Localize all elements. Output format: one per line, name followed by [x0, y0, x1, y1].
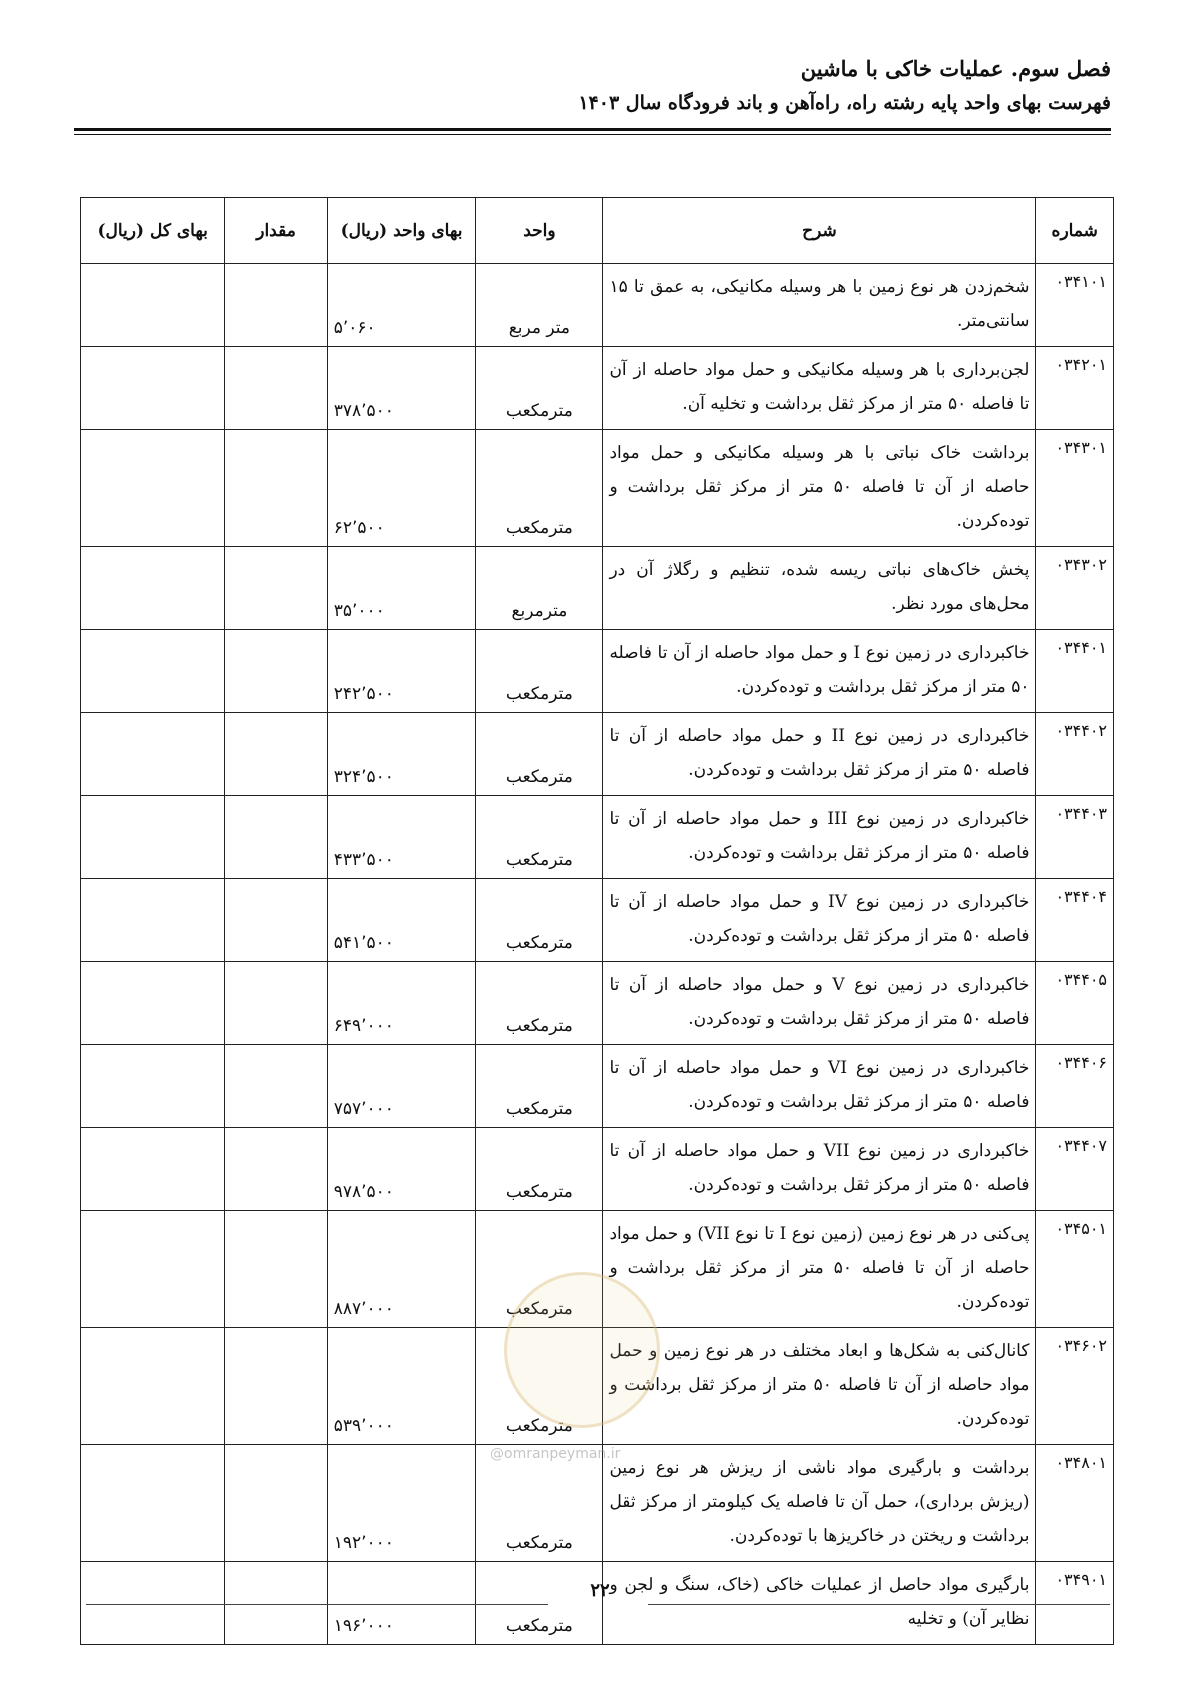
column-header-description: شرح	[603, 198, 1036, 264]
item-code: ۰۳۴۳۰۱	[1036, 430, 1114, 547]
item-unit-price: ۱۹۲٬۰۰۰	[327, 1445, 476, 1562]
page-header	[74, 52, 1111, 120]
item-code: ۰۳۴۴۰۲	[1036, 713, 1114, 796]
item-description: خاکبرداری در زمین نوع VII و حمل مواد حاصله از آن تا فاصله ۵۰ متر از مرکز ثقل برداشت و توده‌کردن.	[603, 1128, 1036, 1211]
item-code: ۰۳۴۴۰۷	[1036, 1128, 1114, 1211]
item-description: شخم‌زدن هر نوع زمین با هر وسیله مکانیکی، به عمق تا ۱۵ سانتی‌متر.	[603, 264, 1036, 347]
item-unit-price: ۳۲۴٬۵۰۰	[327, 713, 476, 796]
item-quantity	[225, 547, 327, 630]
item-total-price	[81, 264, 225, 347]
page-number: ۲۲	[590, 1580, 610, 1601]
footer-rule-right	[648, 1604, 1110, 1605]
column-header-code: شماره	[1036, 198, 1114, 264]
table-row	[81, 630, 1114, 713]
item-total-price	[81, 1045, 225, 1128]
item-unit: مترمکعب	[476, 1445, 603, 1562]
item-unit: متر مربع	[476, 264, 603, 347]
item-unit-price: ۹۷۸٬۵۰۰	[327, 1128, 476, 1211]
item-quantity	[225, 962, 327, 1045]
item-code: ۰۳۴۴۰۵	[1036, 962, 1114, 1045]
item-quantity	[225, 347, 327, 430]
item-quantity	[225, 713, 327, 796]
item-unit: مترمکعب	[476, 879, 603, 962]
column-header-unit: واحد	[476, 198, 603, 264]
table-row	[81, 430, 1114, 547]
table-row	[81, 347, 1114, 430]
item-total-price	[81, 713, 225, 796]
item-description: برداشت خاک نباتی با هر وسیله مکانیکی و حمل مواد حاصله از آن تا فاصله ۵۰ متر از مرکز ثقل برداشت و توده‌کردن.	[603, 430, 1036, 547]
item-unit-price: ۷۵۷٬۰۰۰	[327, 1045, 476, 1128]
item-quantity	[225, 1128, 327, 1211]
column-header-total-price: بهای کل (ریال)	[81, 198, 225, 264]
item-code: ۰۳۴۶۰۲	[1036, 1328, 1114, 1445]
table-header-row	[81, 198, 1114, 264]
item-unit: مترمکعب	[476, 1045, 603, 1128]
item-quantity	[225, 630, 327, 713]
item-total-price	[81, 1328, 225, 1445]
item-unit-price: ۳۵٬۰۰۰	[327, 547, 476, 630]
item-code: ۰۳۴۳۰۲	[1036, 547, 1114, 630]
item-unit-price: ۵۳۹٬۰۰۰	[327, 1328, 476, 1445]
item-total-price	[81, 547, 225, 630]
item-unit-price: ۵٬۰۶۰	[327, 264, 476, 347]
item-total-price	[81, 879, 225, 962]
item-unit: مترمکعب	[476, 630, 603, 713]
item-unit: مترمکعب	[476, 796, 603, 879]
item-description: پی‌کنی در هر نوع زمین (زمین نوع I تا نوع VII) و حمل مواد حاصله از آن تا فاصله ۵۰ متر از مرکز ثقل برداشت و توده‌کردن.	[603, 1211, 1036, 1328]
item-quantity	[225, 264, 327, 347]
table-row	[81, 1045, 1114, 1128]
item-description: کانال‌کنی به شکل‌ها و ابعاد مختلف در هر نوع زمین و حمل مواد حاصله از آن تا فاصله ۵۰ متر از مرکز ثقل برداشت و توده‌کردن.	[603, 1328, 1036, 1445]
item-quantity	[225, 1445, 327, 1562]
item-unit-price: ۴۳۳٬۵۰۰	[327, 796, 476, 879]
table-row	[81, 264, 1114, 347]
item-description: برداشت و بارگیری مواد ناشی از ریزش هر نوع زمین (ریزش برداری)، حمل آن تا فاصله یک کیلومتر از مرکز ثقل برداشت و ریختن در خاکریزها با توده‌کردن.	[603, 1445, 1036, 1562]
item-total-price	[81, 630, 225, 713]
chapter-title: فصل سوم. عملیات خاکی با ماشین	[800, 56, 1111, 81]
item-quantity	[225, 1211, 327, 1328]
item-total-price	[81, 1445, 225, 1562]
item-total-price	[81, 430, 225, 547]
item-code: ۰۳۴۵۰۱	[1036, 1211, 1114, 1328]
header-rule-thick	[74, 128, 1111, 131]
item-quantity	[225, 1045, 327, 1128]
item-description: خاکبرداری در زمین نوع II و حمل مواد حاصله از آن تا فاصله ۵۰ متر از مرکز ثقل برداشت و توده‌کردن.	[603, 713, 1036, 796]
item-unit-price: ۲۴۲٬۵۰۰	[327, 630, 476, 713]
item-code: ۰۳۴۹۰۱	[1036, 1562, 1114, 1645]
watermark-text: @omranpeyman.ir	[490, 1446, 621, 1462]
item-description: خاکبرداری در زمین نوع I و حمل مواد حاصله از آن تا فاصله ۵۰ متر از مرکز ثقل برداشت و توده‌کردن.	[603, 630, 1036, 713]
item-unit-price: ۶۴۹٬۰۰۰	[327, 962, 476, 1045]
item-code: ۰۳۴۸۰۱	[1036, 1445, 1114, 1562]
item-total-price	[81, 962, 225, 1045]
item-unit: مترمربع	[476, 547, 603, 630]
item-unit: مترمکعب	[476, 962, 603, 1045]
item-code: ۰۳۴۴۰۴	[1036, 879, 1114, 962]
item-unit: مترمکعب	[476, 1211, 603, 1328]
item-unit-price: ۱۹۶٬۰۰۰	[327, 1562, 476, 1645]
item-description: پخش خاک‌های نباتی ریسه شده، تنظیم و رگلاژ آن در محل‌های مورد نظر.	[603, 547, 1036, 630]
column-header-unit-price: بهای واحد (ریال)	[327, 198, 476, 264]
item-code: ۰۳۴۴۰۳	[1036, 796, 1114, 879]
item-unit: مترمکعب	[476, 713, 603, 796]
table-row	[81, 962, 1114, 1045]
item-quantity	[225, 1328, 327, 1445]
item-code: ۰۳۴۴۰۱	[1036, 630, 1114, 713]
footer-rule-left	[86, 1604, 548, 1605]
item-unit: مترمکعب	[476, 1328, 603, 1445]
item-quantity	[225, 1562, 327, 1645]
item-unit-price: ۸۸۷٬۰۰۰	[327, 1211, 476, 1328]
item-unit-price: ۳۷۸٬۵۰۰	[327, 347, 476, 430]
item-unit: مترمکعب	[476, 1128, 603, 1211]
item-total-price	[81, 796, 225, 879]
table-row	[81, 879, 1114, 962]
item-description: خاکبرداری در زمین نوع IV و حمل مواد حاصله از آن تا فاصله ۵۰ متر از مرکز ثقل برداشت و توده‌کردن.	[603, 879, 1036, 962]
item-quantity	[225, 879, 327, 962]
table-row	[81, 1128, 1114, 1211]
item-total-price	[81, 1562, 225, 1645]
watermark-seal-icon	[504, 1272, 660, 1428]
document-subtitle: فهرست بهای واحد پایه رشته راه، راه‌آهن و باند فرودگاه سال ۱۴۰۳	[578, 92, 1111, 114]
item-description: بارگیری مواد حاصل از عملیات خاکی (خاک، سنگ و لجن و نظایر آن) و تخلیه	[603, 1562, 1036, 1645]
item-description: خاکبرداری در زمین نوع III و حمل مواد حاصله از آن تا فاصله ۵۰ متر از مرکز ثقل برداشت و توده‌کردن.	[603, 796, 1036, 879]
item-total-price	[81, 347, 225, 430]
item-code: ۰۳۴۱۰۱	[1036, 264, 1114, 347]
item-description: خاکبرداری در زمین نوع VI و حمل مواد حاصله از آن تا فاصله ۵۰ متر از مرکز ثقل برداشت و توده‌کردن.	[603, 1045, 1036, 1128]
table-row	[81, 796, 1114, 879]
item-unit: مترمکعب	[476, 430, 603, 547]
item-code: ۰۳۴۲۰۱	[1036, 347, 1114, 430]
table-row	[81, 713, 1114, 796]
item-total-price	[81, 1211, 225, 1328]
header-rule-thin	[74, 134, 1111, 135]
item-unit: مترمکعب	[476, 1562, 603, 1645]
table-row	[81, 547, 1114, 630]
item-code: ۰۳۴۴۰۶	[1036, 1045, 1114, 1128]
item-description: لجن‌برداری با هر وسیله مکانیکی و حمل مواد حاصله از آن تا فاصله ۵۰ متر از مرکز ثقل برداشت و تخلیه آن.	[603, 347, 1036, 430]
item-description: خاکبرداری در زمین نوع V و حمل مواد حاصله از آن تا فاصله ۵۰ متر از مرکز ثقل برداشت و توده‌کردن.	[603, 962, 1036, 1045]
table-row	[81, 1562, 1114, 1645]
item-unit-price: ۵۴۱٬۵۰۰	[327, 879, 476, 962]
item-unit-price: ۶۲٬۵۰۰	[327, 430, 476, 547]
price-table	[80, 197, 1114, 1645]
table-row	[81, 1445, 1114, 1562]
item-total-price	[81, 1128, 225, 1211]
column-header-quantity: مقدار	[225, 198, 327, 264]
item-unit: مترمکعب	[476, 347, 603, 430]
item-quantity	[225, 796, 327, 879]
item-quantity	[225, 430, 327, 547]
